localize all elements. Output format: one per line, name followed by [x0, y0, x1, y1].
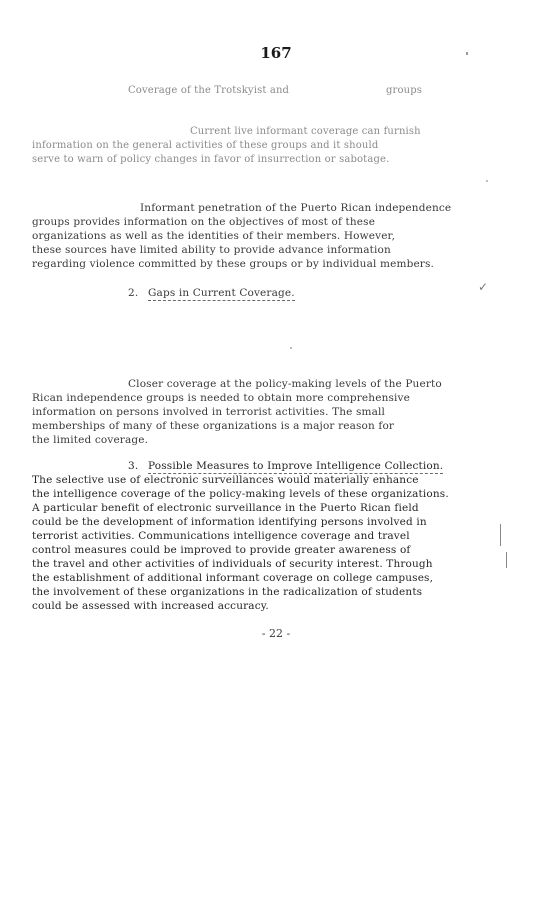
text-line: memberships of many of these organizations is a major reason for: [32, 420, 395, 432]
text-line: Rican independence groups is needed to obtain more comprehensive: [32, 392, 410, 404]
section-3-title: Possible Measures to Improve Intelligence Collection.: [148, 460, 444, 472]
speck: [290, 347, 292, 349]
text-line: the limited coverage.: [32, 434, 149, 446]
text-line: the intelligence coverage of the policy-making levels of these organizations.: [32, 488, 449, 500]
text-line: information on persons involved in terrorist activities. The small: [32, 406, 386, 418]
speck: [486, 180, 488, 182]
section-2-title: Gaps in Current Coverage.: [148, 287, 295, 299]
section-2-number: 2.: [128, 287, 139, 299]
text-line: Closer coverage at the policy-making levels of the Puerto: [128, 378, 442, 390]
text-line: Informant penetration of the Puerto Rican independence: [140, 202, 452, 214]
text-line: information on the general activities of these groups and it should: [32, 140, 379, 151]
page-footer-number: - 22 -: [261, 627, 291, 640]
section-3-number: 3.: [128, 460, 139, 472]
text-line: serve to warn of policy changes in favor of insurrection or sabotage.: [32, 154, 390, 165]
page-number: 167: [260, 44, 292, 62]
text-line: A particular benefit of electronic surveillance in the Puerto Rican field: [32, 502, 419, 514]
text-line: these sources have limited ability to provide advance information: [32, 244, 391, 256]
stray-mark: [466, 52, 468, 55]
margin-bar: [500, 524, 501, 546]
text-line: regarding violence committed by these groups or by individual members.: [32, 258, 435, 270]
text-line: the involvement of these organizations in the radicalization of students: [32, 586, 423, 598]
text-line: could be the development of information identifying persons involved in: [32, 516, 427, 528]
margin-bar: [506, 552, 507, 568]
section-heading-right: groups: [386, 85, 423, 96]
text-line: terrorist activities. Communications intelligence coverage and travel: [32, 530, 410, 542]
text-line: Current live informant coverage can furnish: [190, 126, 421, 137]
text-line: the establishment of additional informant coverage on college campuses,: [32, 572, 434, 584]
margin-check-mark: ✓: [478, 280, 489, 294]
text-line: groups provides information on the objectives of most of these: [32, 216, 376, 228]
text-line: could be assessed with increased accuracy.: [32, 600, 269, 612]
text-line: the travel and other activities of individuals of security interest. Through: [32, 558, 433, 570]
text-line: The selective use of electronic surveillances would materially enhance: [32, 474, 419, 486]
text-line: control measures could be improved to provide greater awareness of: [32, 544, 411, 556]
text-line: organizations as well as the identities of their members. However,: [32, 230, 396, 242]
section-heading-left: Coverage of the Trotskyist and: [128, 85, 290, 96]
